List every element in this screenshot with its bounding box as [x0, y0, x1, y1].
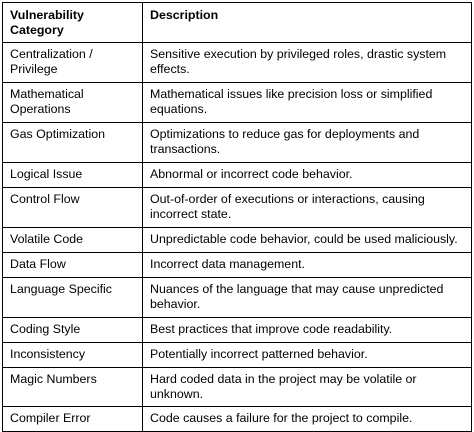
category-cell: Inconsistency: [3, 343, 143, 368]
category-cell: Gas Optimization: [3, 123, 143, 163]
table-row: [3, 163, 472, 188]
table-row: [3, 368, 472, 407]
category-cell: Magic Numbers: [3, 368, 143, 407]
description-cell: Code causes a failure for the project to compile.: [143, 407, 472, 432]
table-header-row: [3, 3, 472, 43]
description-cell: Incorrect data management.: [143, 253, 472, 278]
table-row: [3, 253, 472, 278]
table-row: [3, 278, 472, 318]
vulnerability-table: [2, 2, 472, 432]
description-cell: Out-of-order of executions or interactions, causing incorrect state.: [143, 188, 472, 228]
category-cell: Data Flow: [3, 253, 143, 278]
description-cell: Hard coded data in the project may be volatile or unknown.: [143, 368, 472, 407]
category-cell: Logical Issue: [3, 163, 143, 188]
table-row: [3, 318, 472, 343]
header-category: Vulnerability Category: [3, 3, 143, 43]
table-row: [3, 343, 472, 368]
table-row: [3, 407, 472, 432]
table-row: [3, 228, 472, 253]
category-cell: Mathematical Operations: [3, 83, 143, 123]
category-cell: Language Specific: [3, 278, 143, 318]
table-row: [3, 83, 472, 123]
category-cell: Coding Style: [3, 318, 143, 343]
header-description: Description: [143, 3, 472, 43]
description-cell: Potentially incorrect patterned behavior.: [143, 343, 472, 368]
table-row: [3, 43, 472, 83]
description-cell: Sensitive execution by privileged roles, drastic system effects.: [143, 43, 472, 83]
description-cell: Optimizations to reduce gas for deployments and transactions.: [143, 123, 472, 163]
category-cell: Volatile Code: [3, 228, 143, 253]
description-cell: Abnormal or incorrect code behavior.: [143, 163, 472, 188]
category-cell: Centralization / Privilege: [3, 43, 143, 83]
category-cell: Compiler Error: [3, 407, 143, 432]
category-cell: Control Flow: [3, 188, 143, 228]
table-row: [3, 188, 472, 228]
description-cell: Unpredictable code behavior, could be used maliciously.: [143, 228, 472, 253]
description-cell: Mathematical issues like precision loss or simplified equations.: [143, 83, 472, 123]
table-row: [3, 123, 472, 163]
description-cell: Best practices that improve code readability.: [143, 318, 472, 343]
description-cell: Nuances of the language that may cause unpredicted behavior.: [143, 278, 472, 318]
